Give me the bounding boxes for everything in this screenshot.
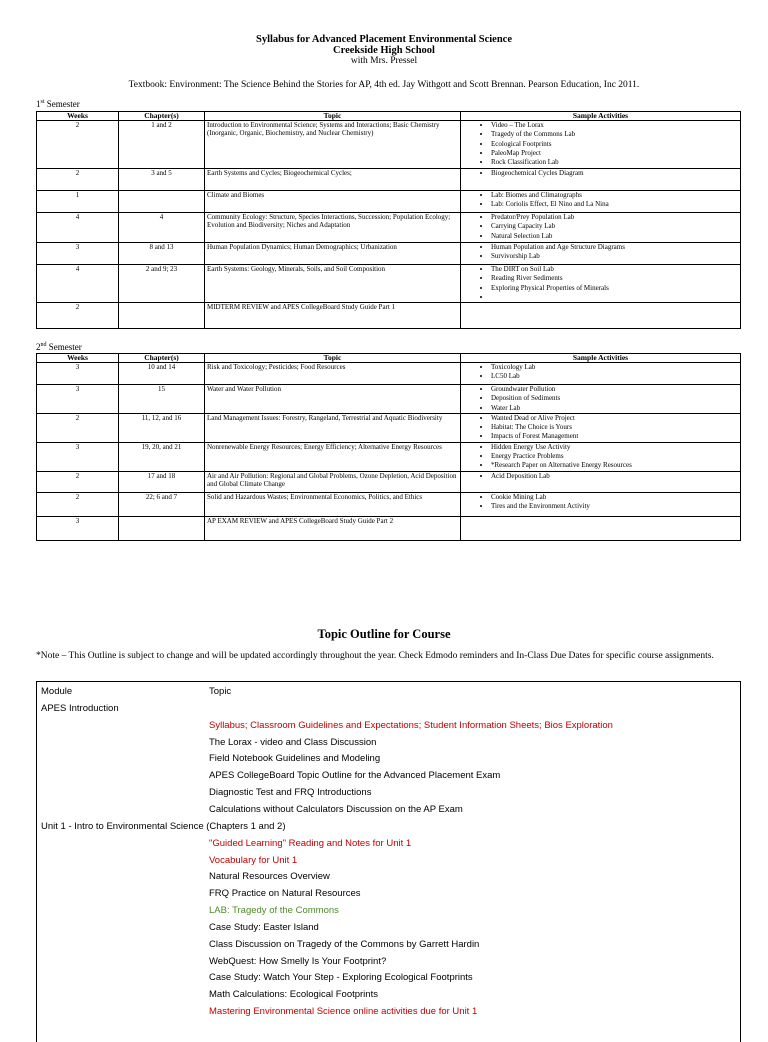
activity-item: • Natural Selection Lab bbox=[491, 232, 738, 241]
table-row bbox=[37, 385, 741, 414]
outline-row bbox=[37, 903, 740, 919]
topic-label: WebQuest: How Smelly Is Your Footprint? bbox=[209, 955, 387, 967]
activity-item: • Video – The Lorax bbox=[491, 121, 738, 130]
column-header-weeks: Weeks bbox=[37, 354, 119, 363]
outline-row bbox=[37, 937, 740, 953]
chapters-cell: 1 and 2 bbox=[119, 121, 205, 169]
column-header-chapters: Chapter(s) bbox=[119, 112, 205, 121]
topic-label: Field Notebook Guidelines and Modeling bbox=[209, 753, 381, 765]
activities-list bbox=[463, 385, 738, 413]
weeks-cell: 3 bbox=[37, 363, 119, 385]
activity-item: • Deposition of Sediments bbox=[491, 394, 738, 403]
topic-cell: Introduction to Environmental Science; Systems and Interactions; Basic Chemistry (Inorganic, Organic, Biochemistry, and Nuclear Chemistry) bbox=[205, 121, 461, 169]
weeks-cell: 2 bbox=[37, 413, 119, 442]
activity-item: • Rock Classification Lab bbox=[491, 158, 738, 167]
table-row bbox=[37, 471, 741, 492]
activities-list bbox=[463, 213, 738, 241]
document-header bbox=[0, 34, 768, 66]
topic-cell: Air and Air Pollution: Regional and Global Problems, Ozone Depletion, Acid Deposition and Global Climate Change bbox=[205, 471, 461, 492]
outline-row bbox=[37, 768, 740, 784]
activities-cell bbox=[461, 191, 741, 213]
activity-item: • Hidden Energy Use Activity bbox=[491, 443, 738, 452]
column-header-topic: Topic bbox=[205, 354, 461, 363]
topic-cell: Risk and Toxicology; Pesticides; Food Resources bbox=[205, 363, 461, 385]
topic-label: FRQ Practice on Natural Resources bbox=[209, 888, 361, 900]
activity-item bbox=[491, 293, 738, 302]
activity-item: • Lab: Coriolis Effect, El Nino and La Nina bbox=[491, 200, 738, 209]
activities-cell bbox=[461, 516, 741, 540]
weeks-cell: 2 bbox=[37, 471, 119, 492]
topic-label: Topic bbox=[209, 686, 232, 697]
chapters-cell: 10 and 14 bbox=[119, 363, 205, 385]
activities-cell bbox=[461, 492, 741, 516]
table-row bbox=[37, 442, 741, 471]
chapters-cell: 15 bbox=[119, 385, 205, 414]
activities-list bbox=[463, 121, 738, 167]
column-header-chapters: Chapter(s) bbox=[119, 354, 205, 363]
activity-item: • Lab: Biomes and Climatographs bbox=[491, 191, 738, 200]
weeks-cell: 1 bbox=[37, 191, 119, 213]
outline-row bbox=[37, 735, 740, 751]
activity-item: • The DIRT on Soil Lab bbox=[491, 265, 738, 274]
outline-row bbox=[37, 954, 740, 970]
chapters-cell: 2 and 9; 23 bbox=[119, 265, 205, 303]
outline-row bbox=[37, 684, 740, 700]
semester-2-label: 2nd Semester bbox=[36, 342, 82, 352]
chapters-cell: 11, 12, and 16 bbox=[119, 413, 205, 442]
weeks-cell: 3 bbox=[37, 442, 119, 471]
outline-row bbox=[37, 1004, 740, 1020]
outline-row bbox=[37, 869, 740, 885]
school-name: Creekside High School bbox=[333, 45, 435, 56]
activity-item: • PaleoMap Project bbox=[491, 149, 738, 158]
activity-item: • Groundwater Pollution bbox=[491, 385, 738, 394]
activities-list bbox=[463, 243, 738, 262]
outline-row bbox=[37, 751, 740, 767]
table-row bbox=[37, 413, 741, 442]
activity-item: • LC50 Lab bbox=[491, 372, 738, 381]
topic-label: Math Calculations: Ecological Footprints bbox=[209, 989, 378, 1001]
topic-label: Case Study: Easter Island bbox=[209, 921, 319, 933]
outline-row bbox=[37, 701, 740, 717]
topic-label: The Lorax - video and Class Discussion bbox=[209, 736, 377, 748]
topic-outline-table bbox=[36, 681, 741, 1042]
activity-item: • Exploring Physical Properties of Minerals bbox=[491, 284, 738, 293]
activities-list bbox=[463, 191, 738, 210]
activity-item: • Water Lab bbox=[491, 404, 738, 413]
activities-cell bbox=[461, 363, 741, 385]
table-row bbox=[37, 121, 741, 169]
topic-label: Class Discussion on Tragedy of the Commons by Garrett Hardin bbox=[209, 938, 480, 950]
activity-item: • Carrying Capacity Lab bbox=[491, 222, 738, 231]
activity-item: • Biogeochemical Cycles Diagram bbox=[491, 169, 738, 178]
activities-cell bbox=[461, 213, 741, 243]
chapters-cell: 22; 6 and 7 bbox=[119, 492, 205, 516]
topic-label: Natural Resources Overview bbox=[209, 871, 330, 883]
activities-list bbox=[463, 493, 738, 512]
activity-item: • *Research Paper on Alternative Energy Resources bbox=[491, 461, 738, 470]
weeks-cell: 2 bbox=[37, 121, 119, 169]
outline-row bbox=[37, 853, 740, 869]
activity-item: • Human Population and Age Structure Diagrams bbox=[491, 243, 738, 252]
activity-item: • Tragedy of the Commons Lab bbox=[491, 130, 738, 139]
outline-row bbox=[37, 819, 740, 835]
activities-cell bbox=[461, 303, 741, 329]
topic-cell: Nonrenewable Energy Resources; Energy Efficiency; Alternative Energy Resources bbox=[205, 442, 461, 471]
topic-cell: Community Ecology: Structure, Species Interactions, Succession; Population Ecology; Evolution and Biodiversity; Niches and Adaptation bbox=[205, 213, 461, 243]
activity-item: • Cookie Mining Lab bbox=[491, 493, 738, 502]
topic-label: Syllabus; Classroom Guidelines and Expectations; Student Information Sheets; Bios Exploration bbox=[209, 719, 613, 731]
activities-cell bbox=[461, 243, 741, 265]
weeks-cell: 4 bbox=[37, 213, 119, 243]
chapters-cell: 19, 20, and 21 bbox=[119, 442, 205, 471]
activity-item: • Survivorship Lab bbox=[491, 252, 738, 261]
header-row bbox=[37, 354, 741, 363]
table-row bbox=[37, 303, 741, 329]
semester-1-table bbox=[36, 111, 741, 329]
semester-1-label: 1st Semester bbox=[36, 99, 80, 109]
topic-cell: Solid and Hazardous Wastes; Environmental Economics, Politics, and Ethics bbox=[205, 492, 461, 516]
table-row bbox=[37, 265, 741, 303]
teacher-name: with Mrs. Pressel bbox=[350, 56, 418, 66]
outline-row bbox=[37, 987, 740, 1003]
activities-cell bbox=[461, 265, 741, 303]
chapters-cell: 17 and 18 bbox=[119, 471, 205, 492]
outline-row bbox=[37, 920, 740, 936]
activity-item: • Ecological Footprints bbox=[491, 140, 738, 149]
weeks-cell: 3 bbox=[37, 385, 119, 414]
topic-label: Case Study: Watch Your Step - Exploring Ecological Footprints bbox=[209, 972, 473, 984]
table-row bbox=[37, 492, 741, 516]
outline-title: Topic Outline for Course bbox=[317, 627, 451, 641]
activity-item: • Toxicology Lab bbox=[491, 363, 738, 372]
topic-cell: Earth Systems and Cycles; Biogeochemical Cycles; bbox=[205, 169, 461, 191]
table-row bbox=[37, 191, 741, 213]
activities-cell bbox=[461, 121, 741, 169]
activities-list bbox=[463, 414, 738, 442]
table-row bbox=[37, 213, 741, 243]
weeks-cell: 4 bbox=[37, 265, 119, 303]
activity-item: • Tires and the Environment Activity bbox=[491, 502, 738, 511]
topic-label: APES CollegeBoard Topic Outline for the Advanced Placement Exam bbox=[209, 770, 501, 782]
module-label: Unit 1 - Intro to Environmental Science (Chapters 1 and 2) bbox=[41, 820, 286, 832]
outline-row bbox=[37, 886, 740, 902]
chapters-cell: 8 and 13 bbox=[119, 243, 205, 265]
activities-cell bbox=[461, 442, 741, 471]
activities-list bbox=[463, 169, 738, 178]
table-row bbox=[37, 363, 741, 385]
outline-row bbox=[37, 970, 740, 986]
outline-row bbox=[37, 718, 740, 734]
column-header-activities: Sample Activities bbox=[461, 354, 741, 363]
weeks-cell: 2 bbox=[37, 169, 119, 191]
topic-cell: Water and Water Pollution bbox=[205, 385, 461, 414]
activities-cell bbox=[461, 471, 741, 492]
activity-item: • Energy Practice Problems bbox=[491, 452, 738, 461]
column-header-activities: Sample Activities bbox=[461, 112, 741, 121]
activity-item: • Habitat: The Choice is Yours bbox=[491, 423, 738, 432]
activities-cell bbox=[461, 385, 741, 414]
column-header-weeks: Weeks bbox=[37, 112, 119, 121]
chapters-cell bbox=[119, 516, 205, 540]
outline-row bbox=[37, 785, 740, 801]
weeks-cell: 2 bbox=[37, 303, 119, 329]
semester-2-table bbox=[36, 353, 741, 541]
outline-note: *Note – This Outline is subject to change and will be updated accordingly throughout the year. Check Edmodo reminders and In-Class Due Dates for specific course assignments. bbox=[36, 651, 714, 661]
activity-item: • Wanted Dead or Alive Project bbox=[491, 414, 738, 423]
topic-label: LAB: Tragedy of the Commons bbox=[209, 905, 339, 917]
topic-label: Diagnostic Test and FRQ Introductions bbox=[209, 787, 372, 799]
weeks-cell: 2 bbox=[37, 492, 119, 516]
activities-list bbox=[463, 472, 738, 481]
chapters-cell bbox=[119, 191, 205, 213]
column-header-topic: Topic bbox=[205, 112, 461, 121]
outline-row bbox=[37, 802, 740, 818]
activities-cell bbox=[461, 169, 741, 191]
outline-row bbox=[37, 836, 740, 852]
topic-cell: Human Population Dynamics; Human Demographics; Urbanization bbox=[205, 243, 461, 265]
module-label: Module bbox=[41, 686, 73, 697]
topic-label: Calculations without Calculators Discussion on the AP Exam bbox=[209, 803, 463, 815]
chapters-cell bbox=[119, 303, 205, 329]
weeks-cell: 3 bbox=[37, 243, 119, 265]
topic-label: Mastering Environmental Science online activities due for Unit 1 bbox=[209, 1006, 478, 1018]
activities-cell bbox=[461, 413, 741, 442]
activities-list bbox=[463, 443, 738, 471]
chapters-cell: 4 bbox=[119, 213, 205, 243]
topic-cell: Climate and Biomes bbox=[205, 191, 461, 213]
activity-item: • Acid Deposition Lab bbox=[491, 472, 738, 481]
topic-cell: AP EXAM REVIEW and APES CollegeBoard Study Guide Part 2 bbox=[205, 516, 461, 540]
textbook-line: Textbook: Environment: The Science Behind the Stories for AP, 4th ed. Jay Withgott and Scott Brennan. Pearson Education, Inc 2011. bbox=[128, 80, 640, 90]
topic-label: "Guided Learning" Reading and Notes for Unit 1 bbox=[209, 837, 412, 849]
activities-list bbox=[463, 363, 738, 382]
table-row bbox=[37, 169, 741, 191]
syllabus-title: Syllabus for Advanced Placement Environmental Science bbox=[256, 34, 512, 45]
activity-item: • Reading River Sediments bbox=[491, 274, 738, 283]
header-row bbox=[37, 112, 741, 121]
topic-cell: MIDTERM REVIEW and APES CollegeBoard Study Guide Part 1 bbox=[205, 303, 461, 329]
activity-item: • Predator/Prey Population Lab bbox=[491, 213, 738, 222]
table-row bbox=[37, 243, 741, 265]
chapters-cell: 3 and 5 bbox=[119, 169, 205, 191]
activity-item: • Impacts of Forest Management bbox=[491, 432, 738, 441]
topic-cell: Earth Systems: Geology, Minerals, Soils, and Soil Composition bbox=[205, 265, 461, 303]
topic-cell: Land Management Issues: Forestry, Rangeland, Terrestrial and Aquatic Biodiversity bbox=[205, 413, 461, 442]
topic-label: Vocabulary for Unit 1 bbox=[209, 854, 298, 866]
weeks-cell: 3 bbox=[37, 516, 119, 540]
module-label: APES Introduction bbox=[41, 702, 119, 714]
table-row bbox=[37, 516, 741, 540]
activities-list bbox=[463, 265, 738, 302]
